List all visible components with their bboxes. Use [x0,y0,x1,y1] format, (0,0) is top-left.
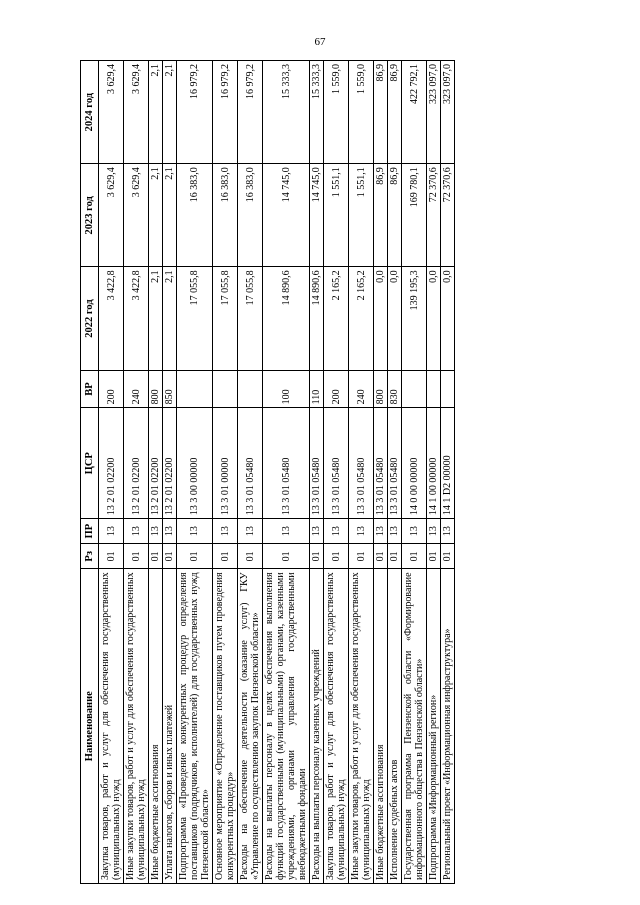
row-csr: 13 3 01 05480 [238,408,263,519]
row-2022: 17 055,8 [238,267,263,370]
row-pr: 13 [177,519,213,544]
row-rz: 01 [310,544,324,569]
row-name: Подпрограмма «Информационный регион» [427,569,441,884]
row-2023: 14 745,0 [263,164,310,267]
row-csr: 14 0 00 00000 [402,408,427,519]
row-rz: 01 [238,544,263,569]
row-csr: 13 2 01 02200 [99,408,124,519]
header-2023: 2023 год [81,164,99,267]
row-vr [402,370,427,408]
row-2023: 2,1 [149,164,163,267]
row-2023: 86,9 [388,164,402,267]
row-pr: 13 [263,519,310,544]
header-csr: ЦСР [81,408,99,519]
row-2022: 0,0 [388,267,402,370]
row-name: Закупка товаров, работ и услуг для обеспечения государственных (муниципальных) нужд [324,569,349,884]
row-2024: 16 979,2 [177,61,213,164]
row-name: Расходы на выплаты персоналу в целях обеспечения выполнения функций государственными (муниципальными) органами, казенными учреждениями, органами управления государственными внебюджетными фондами [263,569,310,884]
row-pr: 13 [163,519,177,544]
row-2022: 139 195,3 [402,267,427,370]
row-csr: 13 3 01 05480 [374,408,388,519]
row-vr: 200 [324,370,349,408]
row-name: Иные закупки товаров, работ и услуг для обеспечения государственных (муниципальных) нужд [349,569,374,884]
row-2022: 14 890,6 [263,267,310,370]
row-2023: 72 370,6 [427,164,441,267]
row-2024: 3 629,4 [124,61,149,164]
row-csr: 13 3 00 00000 [177,408,213,519]
row-vr: 240 [349,370,374,408]
row-2024: 86,9 [388,61,402,164]
row-pr: 13 [374,519,388,544]
row-vr: 240 [124,370,149,408]
row-2023: 16 383,0 [213,164,238,267]
row-rz: 01 [263,544,310,569]
row-vr [427,370,441,408]
row-2022: 0,0 [427,267,441,370]
row-name: Государственная программа Пензенской области «Формирование информационного общества в Пензенской области» [402,569,427,884]
row-vr: 200 [99,370,124,408]
table-row [402,61,427,884]
row-2022: 2,1 [163,267,177,370]
table-row [427,61,441,884]
row-vr [177,370,213,408]
row-name: Подпрограмма «Проведение конкурентных процедур определения поставщиков (подрядчиков, исполнителей) для государственных нужд Пензенской области» [177,569,213,884]
row-2024: 323 097,0 [441,61,455,164]
row-2023: 86,9 [374,164,388,267]
row-rz: 01 [177,544,213,569]
table-row [441,61,455,884]
row-2024: 15 333,3 [263,61,310,164]
row-vr: 100 [263,370,310,408]
row-2022: 14 890,6 [310,267,324,370]
row-vr: 110 [310,370,324,408]
table-row [388,61,402,884]
row-rz: 01 [163,544,177,569]
table-row [99,61,124,884]
header-name: Наименование [81,569,99,884]
table-row [310,61,324,884]
row-2022: 17 055,8 [213,267,238,370]
row-rz: 01 [388,544,402,569]
row-vr [238,370,263,408]
row-name: Расходы на обеспечение деятельности (оказание услуг) ГКУ «Управление по осуществлению закупок Пензенской области» [238,569,263,884]
row-name: Иные бюджетные ассигнования [149,569,163,884]
table-header-row [81,61,99,884]
row-2022: 17 055,8 [177,267,213,370]
row-csr: 13 3 01 05480 [388,408,402,519]
row-2024: 3 629,4 [99,61,124,164]
row-pr: 13 [427,519,441,544]
row-2023: 16 383,0 [238,164,263,267]
table-row [177,61,213,884]
row-name: Иные бюджетные ассигнования [374,569,388,884]
row-name: Расходы на выплаты персоналу казенных учреждений [310,569,324,884]
row-2022: 3 422,8 [124,267,149,370]
row-name: Иные закупки товаров, работ и услуг для обеспечения государственных (муниципальных) нужд [124,569,149,884]
row-2024: 2,1 [149,61,163,164]
row-2024: 422 792,1 [402,61,427,164]
row-rz: 01 [374,544,388,569]
row-rz: 01 [213,544,238,569]
row-name: Основное мероприятие «Определение поставщиков путем проведения конкурентных процедур» [213,569,238,884]
row-csr: 13 3 01 05480 [263,408,310,519]
row-vr: 830 [388,370,402,408]
row-2023: 16 383,0 [177,164,213,267]
row-rz: 01 [324,544,349,569]
row-2023: 1 551,1 [324,164,349,267]
table-row [349,61,374,884]
row-2024: 16 979,2 [238,61,263,164]
row-name: Уплата налогов, сборов и иных платежей [163,569,177,884]
row-2024: 15 333,3 [310,61,324,164]
row-2023: 169 780,1 [402,164,427,267]
row-pr: 13 [238,519,263,544]
table-row [374,61,388,884]
row-2022: 2 165,2 [324,267,349,370]
row-pr: 13 [402,519,427,544]
row-name: Исполнение судебных актов [388,569,402,884]
row-csr: 13 2 01 02200 [149,408,163,519]
row-name: Закупка товаров, работ и услуг для обеспечения государственных (муниципальных) нужд [99,569,124,884]
row-2023: 14 745,0 [310,164,324,267]
row-pr: 13 [310,519,324,544]
row-2024: 323 097,0 [427,61,441,164]
row-rz: 01 [99,544,124,569]
row-vr [441,370,455,408]
row-rz: 01 [441,544,455,569]
row-csr: 13 3 01 05480 [310,408,324,519]
table-row [149,61,163,884]
row-2022: 0,0 [441,267,455,370]
budget-table [80,60,455,884]
row-pr: 13 [149,519,163,544]
row-pr: 13 [124,519,149,544]
row-2022: 2 165,2 [349,267,374,370]
row-csr: 14 1 00 00000 [427,408,441,519]
header-2024: 2024 год [81,61,99,164]
row-pr: 13 [99,519,124,544]
row-vr: 800 [374,370,388,408]
table-row [124,61,149,884]
row-csr: 13 3 01 00000 [213,408,238,519]
table-row [324,61,349,884]
row-2024: 1 559,0 [324,61,349,164]
row-rz: 01 [124,544,149,569]
table-row [163,61,177,884]
header-vr: ВР [81,370,99,408]
row-vr: 800 [149,370,163,408]
header-pr: ПР [81,519,99,544]
row-rz: 01 [349,544,374,569]
row-csr: 13 2 01 02200 [163,408,177,519]
row-csr: 13 3 01 05480 [349,408,374,519]
row-rz: 01 [402,544,427,569]
row-2022: 0,0 [374,267,388,370]
row-csr: 13 3 01 05480 [324,408,349,519]
row-2023: 1 551,1 [349,164,374,267]
row-2023: 3 629,4 [124,164,149,267]
table-row [213,61,238,884]
row-name: Региональный проект «Информационная инфраструктура» [441,569,455,884]
page-number: 67 [314,36,326,48]
row-rz: 01 [149,544,163,569]
header-rz: Рз [81,544,99,569]
row-2022: 3 422,8 [99,267,124,370]
table-row [263,61,310,884]
row-2024: 2,1 [163,61,177,164]
row-2023: 3 629,4 [99,164,124,267]
row-rz: 01 [427,544,441,569]
row-vr: 850 [163,370,177,408]
row-pr: 13 [324,519,349,544]
header-2022: 2022 год [81,267,99,370]
row-2022: 2,1 [149,267,163,370]
row-csr: 14 1 D2 00000 [441,408,455,519]
row-pr: 13 [349,519,374,544]
row-csr: 13 2 01 02200 [124,408,149,519]
row-pr: 13 [388,519,402,544]
row-2024: 1 559,0 [349,61,374,164]
table-row [238,61,263,884]
row-2024: 86,9 [374,61,388,164]
row-pr: 13 [213,519,238,544]
row-2023: 72 370,6 [441,164,455,267]
row-pr: 13 [441,519,455,544]
row-vr [213,370,238,408]
budget-table-rotated [80,60,567,884]
row-2024: 16 979,2 [213,61,238,164]
row-2023: 2,1 [163,164,177,267]
